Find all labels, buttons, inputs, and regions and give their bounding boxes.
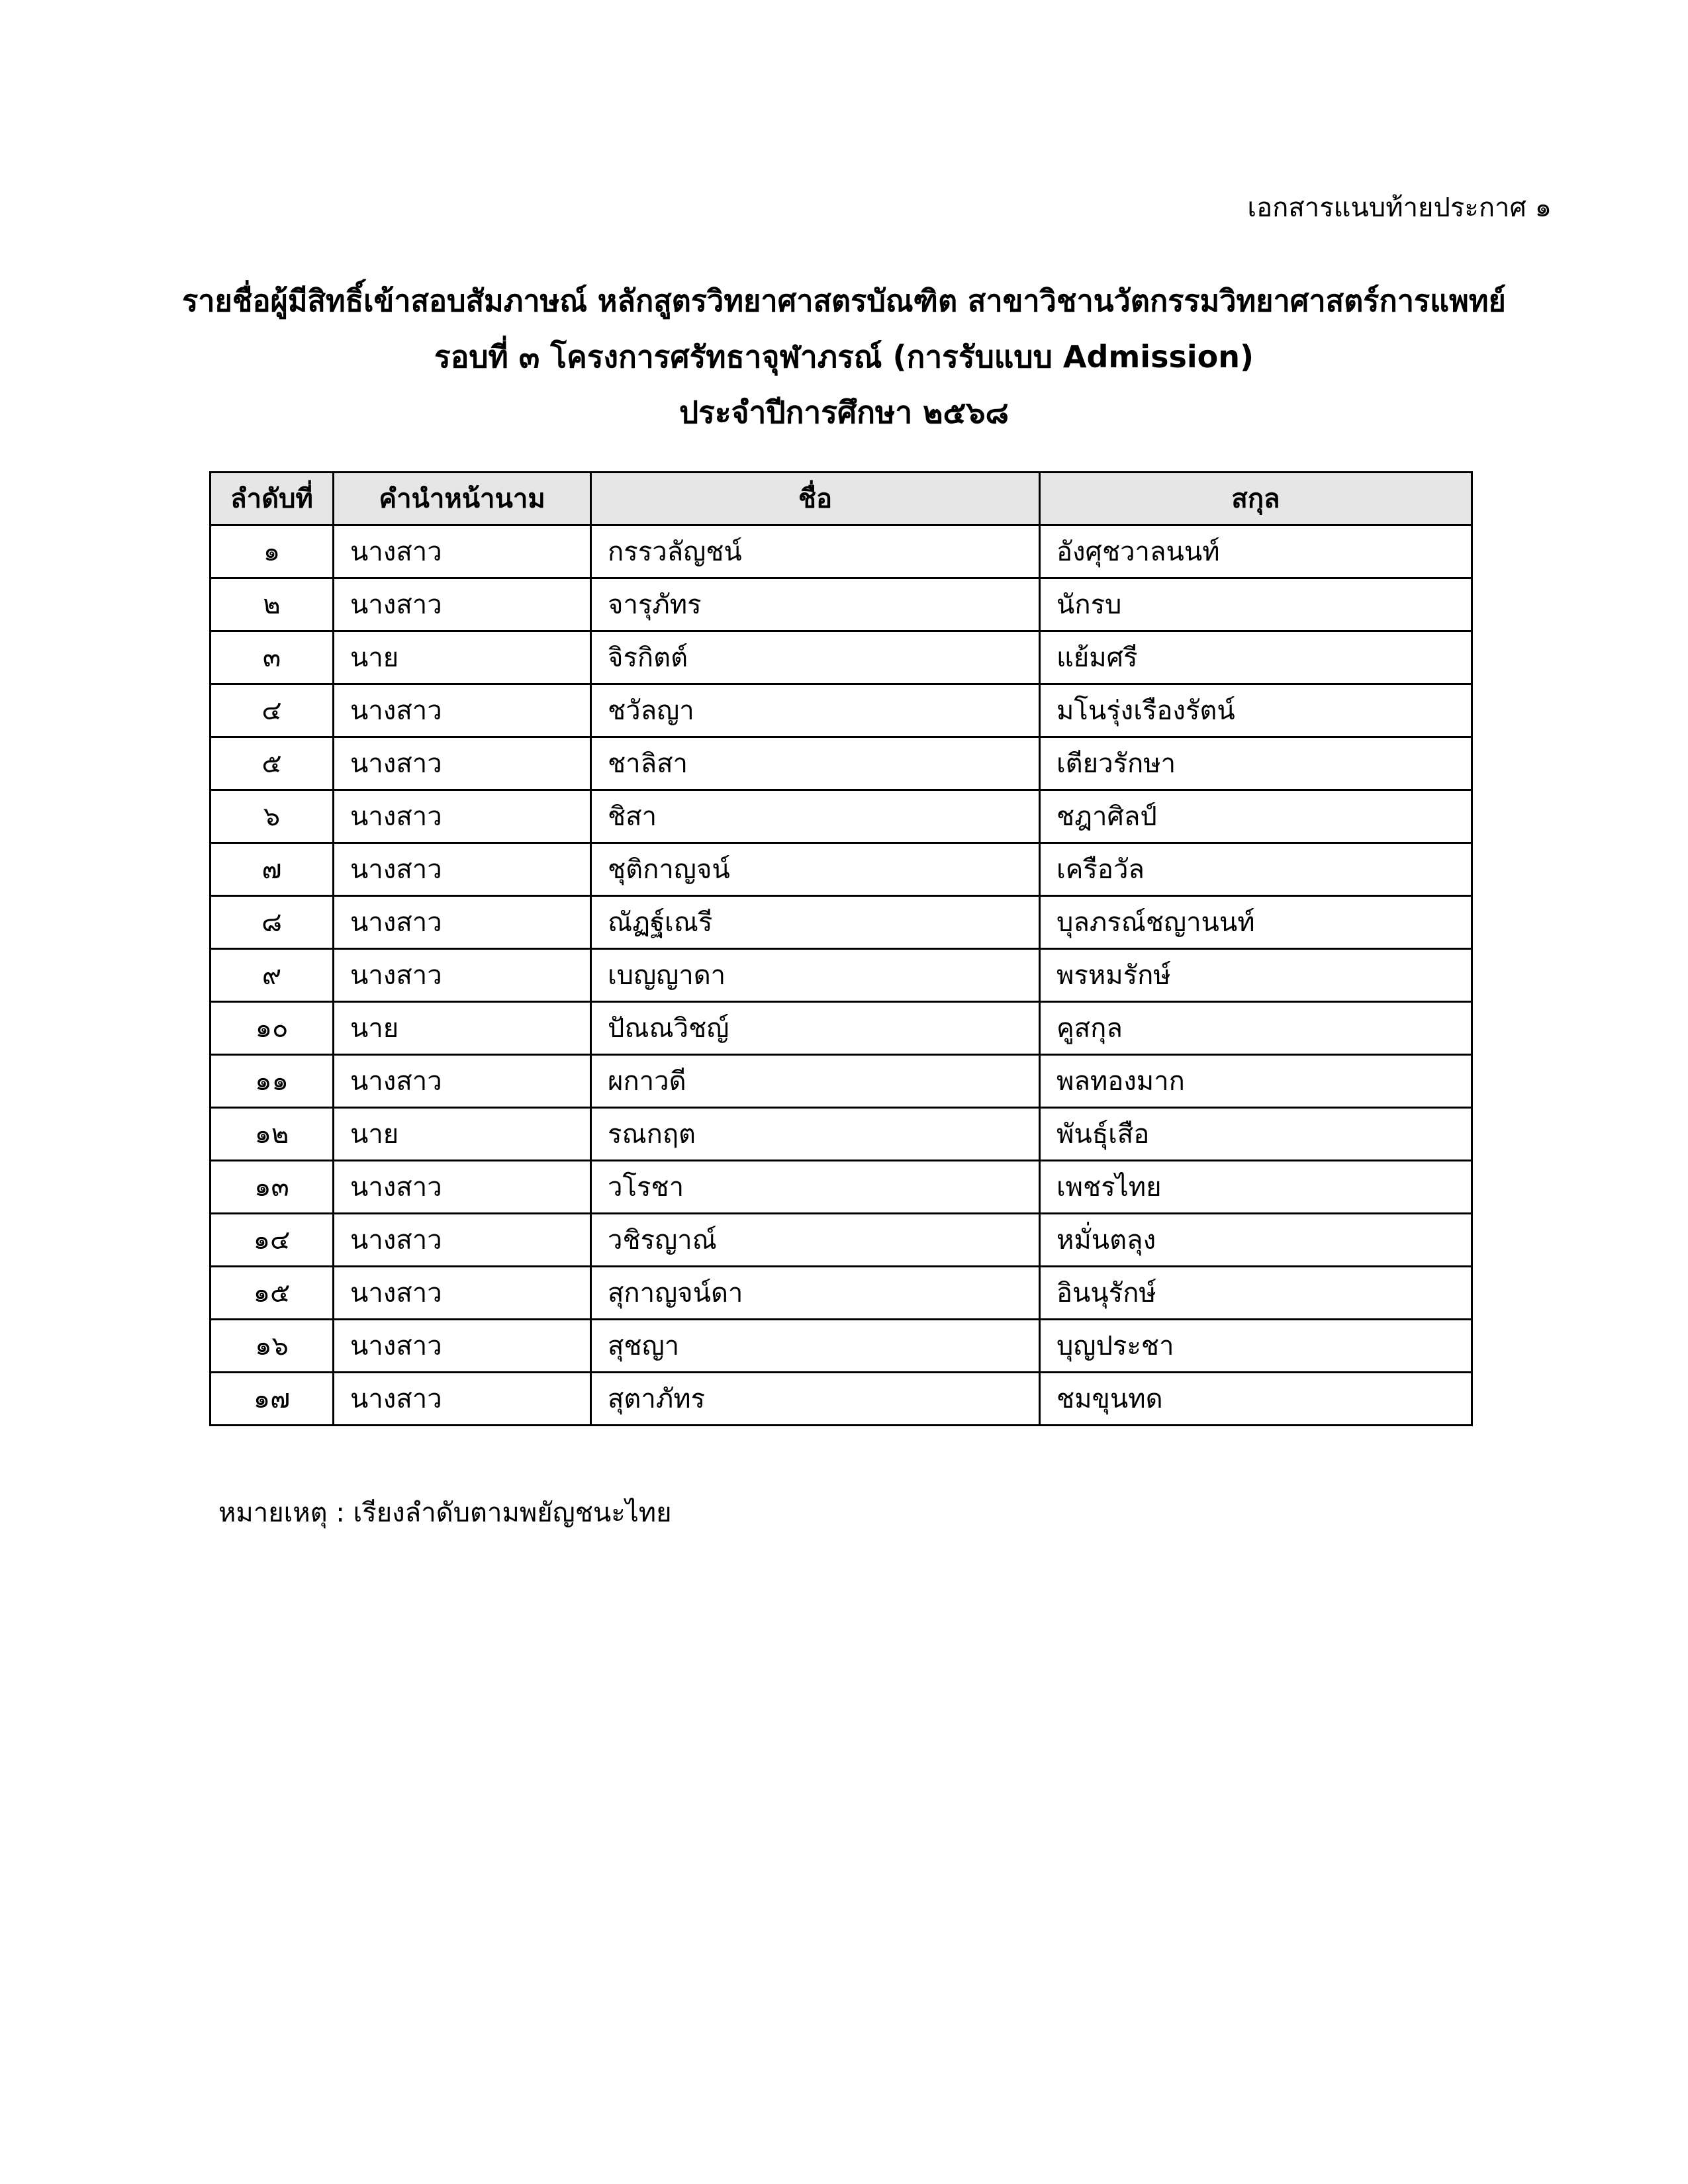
cell-prefix: นางสาว <box>334 843 591 896</box>
cell-prefix: นาย <box>334 1002 591 1055</box>
cell-order: ๒ <box>211 578 334 631</box>
cell-last-name: อินนุรักษ์ <box>1040 1267 1472 1320</box>
cell-order: ๑๖ <box>211 1320 334 1373</box>
title-line-3: ประจำปีการศึกษา ๒๕๖๘ <box>679 394 1009 430</box>
cell-prefix: นางสาว <box>334 1214 591 1267</box>
cell-prefix: นางสาว <box>334 525 591 578</box>
cell-first-name: จิรกิตต์ <box>591 631 1040 684</box>
cell-order: ๑ <box>211 525 334 578</box>
table-row <box>211 1373 1472 1426</box>
cell-last-name: อังศุชวาลนนท์ <box>1040 525 1472 578</box>
table-row <box>211 1055 1472 1108</box>
cell-order: ๙ <box>211 949 334 1002</box>
candidate-table <box>209 471 1473 1426</box>
table-row <box>211 1161 1472 1214</box>
title-line-2: รอบที่ ๓ โครงการศรัทธาจุฬาภรณ์ (การรับแบบ Admission) <box>434 339 1254 375</box>
cell-last-name: บุญประชา <box>1040 1320 1472 1373</box>
cell-prefix: นางสาว <box>334 1320 591 1373</box>
header-prefix: คำนำหน้านาม <box>334 473 591 525</box>
cell-order: ๑๑ <box>211 1055 334 1108</box>
cell-prefix: นาย <box>334 1108 591 1161</box>
table-header-row <box>211 473 1472 525</box>
table-row <box>211 1214 1472 1267</box>
cell-last-name: หมั่นตลุง <box>1040 1214 1472 1267</box>
cell-last-name: นักรบ <box>1040 578 1472 631</box>
cell-last-name: พลทองมาก <box>1040 1055 1472 1108</box>
cell-last-name: แย้มศรี <box>1040 631 1472 684</box>
cell-order: ๗ <box>211 843 334 896</box>
cell-order: ๓ <box>211 631 334 684</box>
cell-prefix: นางสาว <box>334 896 591 949</box>
cell-prefix: นาย <box>334 631 591 684</box>
header-last-name: สกุล <box>1040 473 1472 525</box>
cell-prefix: นางสาว <box>334 684 591 737</box>
cell-order: ๖ <box>211 790 334 843</box>
annex-reference: เอกสารแนบท้ายประกาศ ๑ <box>1247 193 1552 223</box>
cell-first-name: ชวัลญา <box>591 684 1040 737</box>
table-row <box>211 578 1472 631</box>
header-first-name: ชื่อ <box>591 473 1040 525</box>
cell-prefix: นางสาว <box>334 1055 591 1108</box>
table-row <box>211 843 1472 896</box>
table-row <box>211 1108 1472 1161</box>
cell-last-name: เครือวัล <box>1040 843 1472 896</box>
header-order: ลำดับที่ <box>211 473 334 525</box>
cell-last-name: คูสกุล <box>1040 1002 1472 1055</box>
table-row <box>211 1320 1472 1373</box>
cell-order: ๔ <box>211 684 334 737</box>
cell-first-name: เบญญาดา <box>591 949 1040 1002</box>
title-line-1: รายชื่อผู้มีสิทธิ์เข้าสอบสัมภาษณ์ หลักสูตรวิทยาศาสตรบัณฑิต สาขาวิชานวัตกรรมวิทยาศาสตร์การแพทย์ <box>182 283 1506 318</box>
cell-order: ๑๗ <box>211 1373 334 1426</box>
cell-first-name: วโรชา <box>591 1161 1040 1214</box>
cell-first-name: ชุติกาญจน์ <box>591 843 1040 896</box>
cell-last-name: เพชรไทย <box>1040 1161 1472 1214</box>
cell-last-name: ชฎาศิลป์ <box>1040 790 1472 843</box>
cell-first-name: ณัฏฐ์เณรี <box>591 896 1040 949</box>
table-row <box>211 631 1472 684</box>
cell-last-name: ชมขุนทด <box>1040 1373 1472 1426</box>
cell-order: ๑๓ <box>211 1161 334 1214</box>
cell-order: ๑๕ <box>211 1267 334 1320</box>
cell-last-name: เตียวรักษา <box>1040 737 1472 790</box>
cell-order: ๘ <box>211 896 334 949</box>
cell-first-name: กรรวลัญชน์ <box>591 525 1040 578</box>
cell-prefix: นางสาว <box>334 1373 591 1426</box>
table-row <box>211 949 1472 1002</box>
footnote: หมายเหตุ : เรียงลำดับตามพยัญชนะไทย <box>218 1498 672 1528</box>
table-row <box>211 737 1472 790</box>
table-body <box>211 525 1472 1426</box>
cell-prefix: นางสาว <box>334 790 591 843</box>
cell-first-name: สุตาภัทร <box>591 1373 1040 1426</box>
cell-order: ๕ <box>211 737 334 790</box>
cell-prefix: นางสาว <box>334 1161 591 1214</box>
cell-first-name: วชิรญาณ์ <box>591 1214 1040 1267</box>
cell-last-name: พันธุ์เสือ <box>1040 1108 1472 1161</box>
cell-first-name: สุชญา <box>591 1320 1040 1373</box>
cell-first-name: ปัณณวิชญ์ <box>591 1002 1040 1055</box>
cell-last-name: บุลภรณ์ชญานนท์ <box>1040 896 1472 949</box>
cell-first-name: ชาลิสา <box>591 737 1040 790</box>
cell-first-name: ผกาวดี <box>591 1055 1040 1108</box>
cell-first-name: จารุภัทร <box>591 578 1040 631</box>
cell-first-name: ชิสา <box>591 790 1040 843</box>
cell-last-name: พรหมรักษ์ <box>1040 949 1472 1002</box>
cell-prefix: นางสาว <box>334 949 591 1002</box>
cell-order: ๑๒ <box>211 1108 334 1161</box>
cell-order: ๑๐ <box>211 1002 334 1055</box>
table-row <box>211 1002 1472 1055</box>
table-row <box>211 1267 1472 1320</box>
cell-last-name: มโนรุ่งเรืองรัตน์ <box>1040 684 1472 737</box>
table-row <box>211 525 1472 578</box>
table-row <box>211 684 1472 737</box>
cell-prefix: นางสาว <box>334 1267 591 1320</box>
cell-prefix: นางสาว <box>334 737 591 790</box>
table-row <box>211 790 1472 843</box>
cell-first-name: สุกาญจน์ดา <box>591 1267 1040 1320</box>
cell-prefix: นางสาว <box>334 578 591 631</box>
table-row <box>211 896 1472 949</box>
cell-first-name: รณกฤต <box>591 1108 1040 1161</box>
document-title <box>0 278 1688 445</box>
cell-order: ๑๔ <box>211 1214 334 1267</box>
